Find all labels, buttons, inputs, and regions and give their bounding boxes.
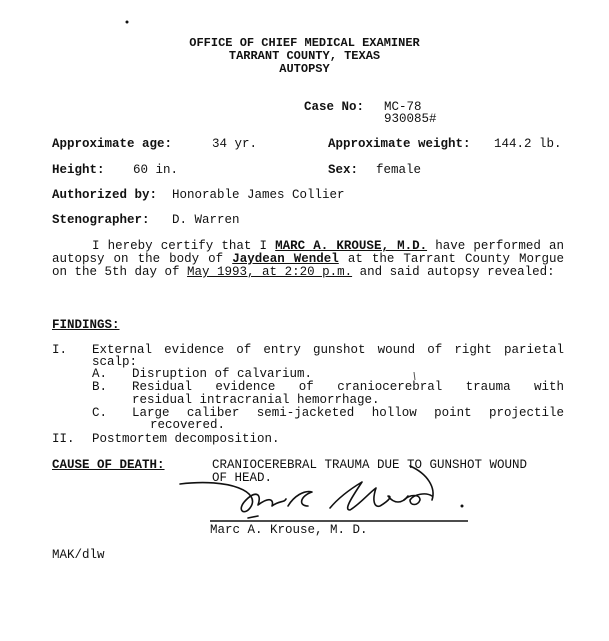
header-office: OFFICE OF CHIEF MEDICAL EXAMINER [189, 36, 420, 50]
findings-heading: FINDINGS: [52, 318, 120, 332]
height-label: Height: [52, 163, 105, 177]
typist-initials: MAK/dlw [52, 548, 105, 562]
age-value: 34 yr. [212, 137, 258, 151]
case-number-2: 930085# [384, 112, 437, 126]
case-number-1: MC-78 [384, 100, 422, 114]
cause-line-2: OF HEAD. [212, 471, 273, 485]
sex-value: female [376, 163, 422, 177]
stenographer-label: Stenographer: [52, 213, 150, 227]
finding-text-1b: scalp: [92, 355, 138, 369]
height-value: 60 in. [133, 163, 179, 177]
finding-num-2: II. [52, 432, 75, 446]
signature-name: Marc A. Krouse, M. D. [210, 523, 368, 537]
finding-text-c: Large caliber semi-jacketed hollow point projectile [132, 406, 564, 420]
autopsy-date: May 1993, at 2:20 p.m. [187, 265, 353, 279]
decedent-name: Jaydean Wendel [232, 252, 339, 266]
cert-part1: I hereby certify that I [92, 239, 268, 253]
sex-label: Sex: [328, 163, 359, 177]
finding-text-2: Postmortem decomposition. [92, 432, 280, 446]
finding-num-b: B. [92, 380, 108, 394]
header-autopsy: AUTOPSY [279, 62, 330, 76]
finding-text-1: External evidence of entry gunshot wound of right parietal [92, 343, 564, 357]
finding-num-1: I. [52, 343, 68, 357]
cause-of-death-label: CAUSE OF DEATH: [52, 458, 165, 472]
case-number-label: Case No: [304, 100, 365, 114]
finding-text-b: Residual evidence of craniocerebral trauma with [132, 380, 564, 394]
age-label: Approximate age: [52, 137, 173, 151]
stenographer-value: D. Warren [172, 213, 240, 227]
finding-text-a: Disruption of calvarium. [132, 367, 313, 381]
finding-text-c2: recovered. [150, 418, 226, 432]
finding-text-b2: residual intracranial hemorrhage. [132, 393, 380, 407]
cause-line-1: CRANIOCEREBRAL TRAUMA DUE TO GUNSHOT WOUND [212, 458, 528, 472]
header-county: TARRANT COUNTY, TEXAS [228, 49, 381, 63]
weight-label: Approximate weight: [328, 137, 471, 151]
cert-part3: at the Tarrant County Morgue on the 5th day of [52, 252, 564, 279]
finding-num-a: A. [92, 367, 108, 381]
cert-part2: have performed an autopsy on the body of [52, 239, 564, 266]
finding-num-c: C. [92, 406, 108, 420]
authorized-label: Authorized by: [52, 188, 158, 202]
weight-value: 144.2 lb. [494, 137, 562, 151]
examiner-name: MARC A. KROUSE, M.D. [275, 239, 428, 253]
cert-part4: and said autopsy revealed: [359, 265, 555, 279]
authorized-value: Honorable James Collier [172, 188, 345, 202]
